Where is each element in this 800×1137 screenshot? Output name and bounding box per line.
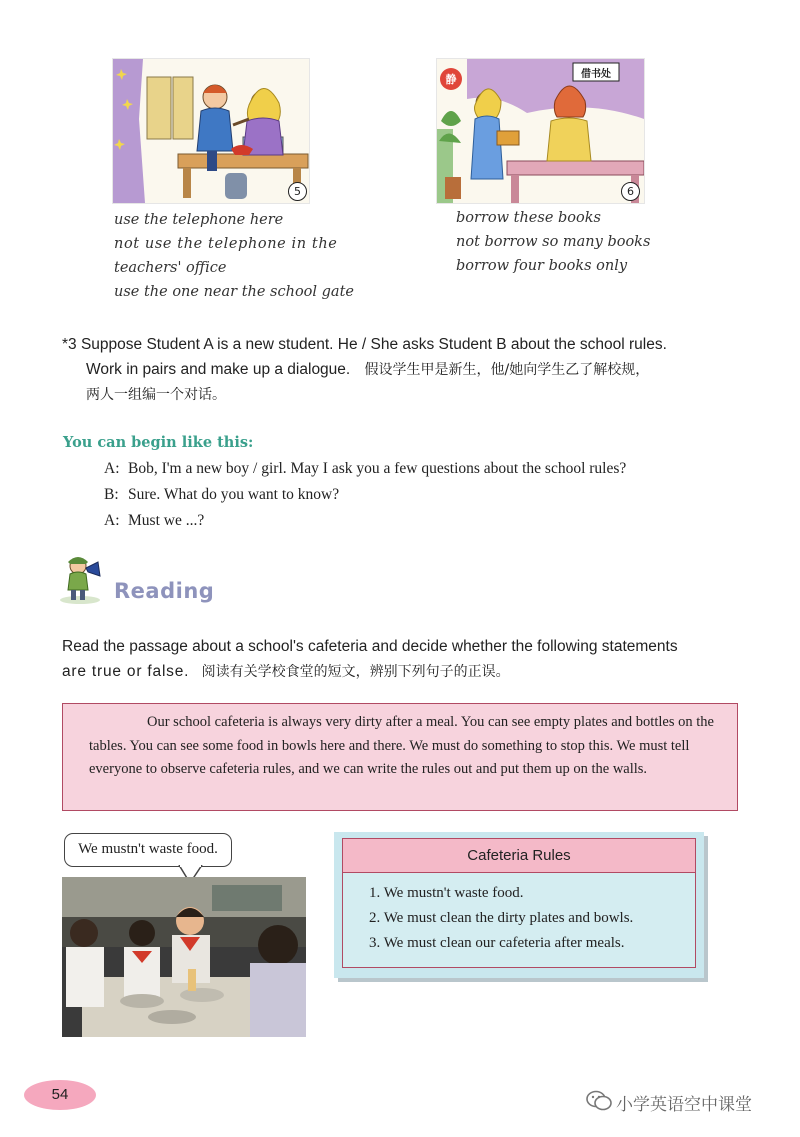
reading-mascot-icon [58,552,108,604]
caption-line: borrow these books [456,210,601,226]
cafeteria-photo [62,877,306,1037]
picture-number-badge: 5 [288,182,307,201]
rule-item: 3. We must clean our cafeteria after meals. [369,935,625,951]
passage-box [62,703,738,811]
caption-line: teachers' office [114,260,227,276]
library-sign-text: 借书处 [581,69,611,80]
passage-text: Our school cafeteria is always very dirty after a meal. You can see empty plates and bottles on the tables. You can see some food in bowls here and there. We must do something to stop this. We must tell everyone to observe cafeteria rules, and we can write the rules out and put them up on the walls. [89,714,714,777]
task-3-line-2 [86,357,649,383]
dialogue-line [104,508,626,534]
cafeteria-rules-card [334,832,704,978]
task-3-line-3 [86,382,226,408]
badge-text: 静 [445,73,457,86]
task-3-chinese: 假设学生甲是新生，他/她向学生乙了解校规， [364,362,650,378]
picture-6-captions [456,206,650,278]
cafeteria-rules-title: Cafeteria Rules [343,839,695,873]
wechat-icon [586,1090,612,1112]
speaker: A: [104,512,120,529]
page-number: 54 [24,1080,96,1110]
caption-line: borrow four books only [456,258,628,274]
dialogue-text: Must we ...? [128,512,205,529]
reading-title: Reading [114,579,215,603]
reading-instruction-line-1: Read the passage about a school's cafeteria and decide whether the following statements [62,638,678,655]
picture-5-illustration [112,58,310,204]
speech-bubble: We mustn't waste food. [64,833,232,867]
cafeteria-rules-frame [342,838,696,968]
dialogue-line [104,456,626,482]
rule-item: 2. We must clean the dirty plates and bowls. [369,910,634,926]
dialogue-text: Sure. What do you want to know? [128,486,340,503]
task-3-chinese-2: 两人一组编一个对话。 [86,387,226,403]
dialogue-line [104,482,626,508]
picture-5-captions [114,208,354,304]
task-3-line-1: *3 Suppose Student A is a new student. He / She asks Student B about the school rules. [62,336,667,353]
begin-heading: You can begin like this: [63,434,254,451]
task-3-english: Work in pairs and make up a dialogue. [86,361,351,378]
reading-instruction-english: are true or false. [62,663,190,680]
caption-line: use the one near the school gate [114,284,354,300]
speaker: A: [104,460,120,477]
reading-instruction-line-2 [62,659,510,685]
cafeteria-rules-list [343,873,695,956]
dialogue-text: Bob, I'm a new boy / girl. May I ask you a few questions about the school rules? [128,460,627,477]
rule-item: 1. We mustn't waste food. [369,885,524,901]
caption-line: not borrow so many books [456,234,651,250]
watermark-text: 小学英语空中课堂 [616,1095,752,1115]
speaker: B: [104,486,119,503]
dialogue [104,456,626,534]
reading-instruction-chinese: 阅读有关学校食堂的短文，辨别下列句子的正误。 [201,664,510,680]
picture-6-illustration [436,58,645,204]
caption-line: not use the telephone in the [114,236,338,252]
caption-line: use the telephone here [114,212,284,228]
picture-number-badge: 6 [621,182,640,201]
